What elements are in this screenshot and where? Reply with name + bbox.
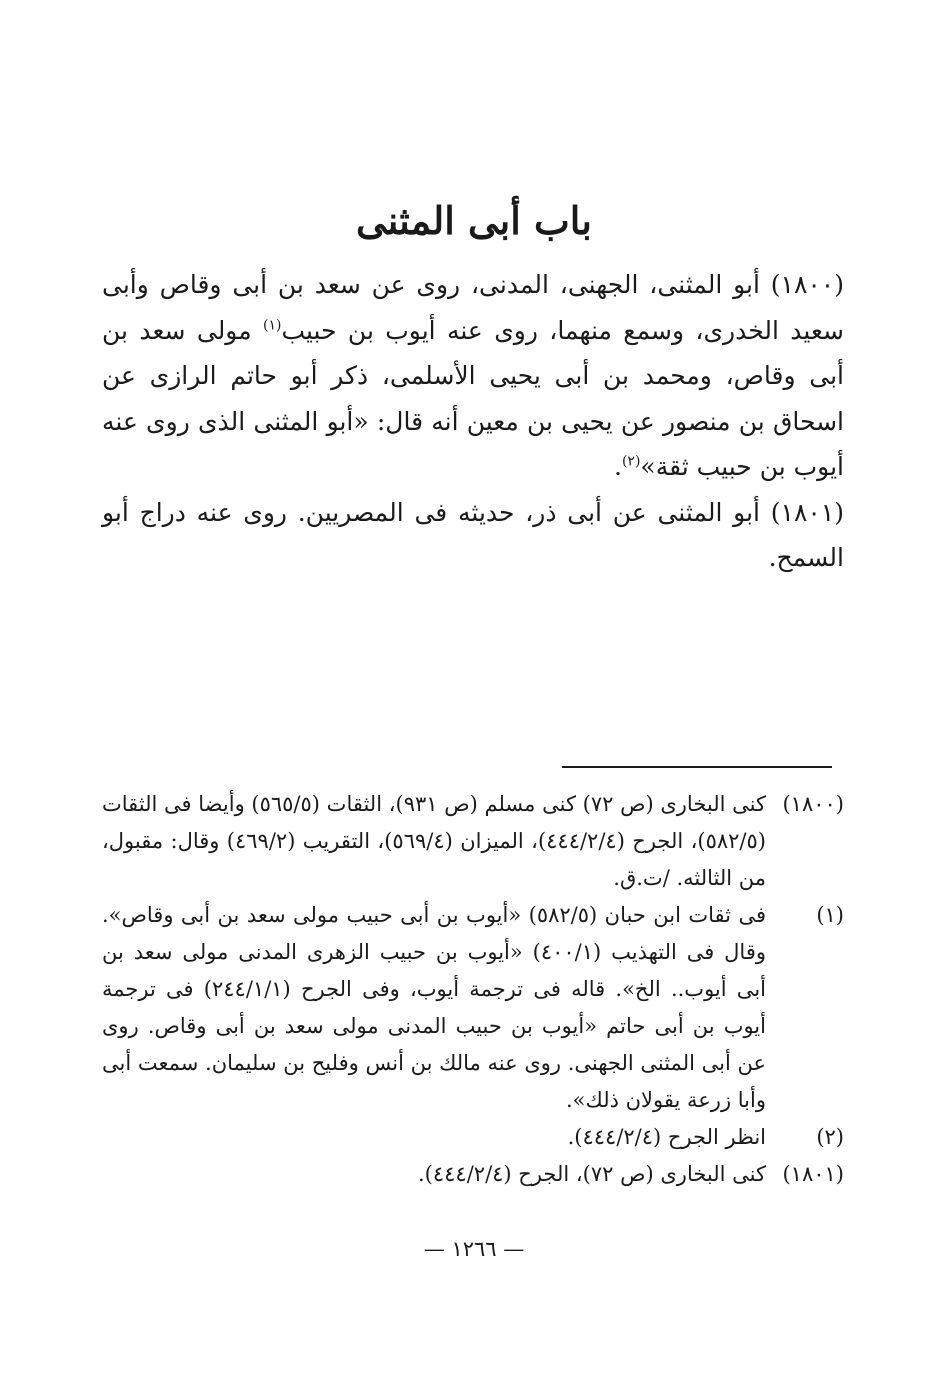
- footnote-2: [102, 1119, 844, 1156]
- footnote-label: (١٨٠٠): [782, 792, 844, 816]
- footnote-text: كنى البخارى (ص ٧٢) كنى مسلم (ص ٩٣١)، الثقات (٥٦٥/٥) وأيضا فى الثقات (٥٨٢/٥)، الجرح (٤٤٤/٢/٤)، الميزان (٥٦٩/٤)، التقريب (٤٦٩/٢) وقال: مقبول، من الثالثه. /ت.ق.: [102, 792, 766, 890]
- entry-1800: [102, 262, 844, 490]
- entry-text: .: [614, 452, 622, 481]
- footnote-ref-2[interactable]: (٢): [621, 453, 641, 470]
- footnote-1801: [102, 1156, 844, 1193]
- chapter-title: باب أبى المثنى: [356, 198, 592, 244]
- entry-text: مولى سعد بن أبى وقاص، ومحمد بن أبى يحيى الأسلمى، ذكر أبو حاتم الرازى عن اسحاق بن منصور عن يحيى بن معين أنه قال: «أبو المثنى الذى روى عنه أيوب بن حبيب ثقة»: [102, 315, 844, 481]
- entry-number: (١٨٠٠): [770, 270, 844, 299]
- entry-1801: [102, 490, 844, 581]
- main-text: [102, 262, 844, 581]
- footnotes-section: [102, 786, 844, 1193]
- footnote-text: انظر الجرح (٤٤٤/٢/٤).: [567, 1125, 766, 1149]
- footnote-label: (١٨٠١): [782, 1162, 844, 1186]
- page-number: — ١٢٦٦ —: [423, 1237, 525, 1261]
- footnote-divider: [562, 766, 832, 768]
- entry-text: أبو المثنى، الجهنى، المدنى، روى عن سعد بن أبى وقاص وأبى سعيد الخدرى، وسمع منهما، روى عنه أيوب بن حبيب: [102, 270, 844, 345]
- footnote-1: [102, 897, 844, 1119]
- entry-number: (١٨٠١): [770, 497, 844, 527]
- footnote-1800: [102, 786, 844, 897]
- footnote-label: (٢): [816, 1125, 844, 1149]
- entry-text: أبو المثنى عن أبى ذر، حديثه فى المصريين. روى عنه دراج أبو السمح.: [102, 497, 844, 572]
- footnote-label: (١): [816, 903, 844, 927]
- footnote-ref-1[interactable]: (١): [262, 317, 282, 334]
- footnote-text: كنى البخارى (ص ٧٢)، الجرح (٤٤٤/٢/٤).: [418, 1162, 766, 1186]
- footnote-text: فى ثقات ابن حبان (٥٨٢/٥) «أيوب بن أبى حبيب مولى سعد بن أبى وقاص». وقال فى التهذيب (٤٠٠/١) «أيوب بن حبيب الزهرى المدنى مولى سعد بن أبى أيوب.. الخ». قاله فى ترجمة أيوب، وفى الجرح (٢٤٤/١/١) فى ترجمة أيوب بن أبى حاتم «أيوب بن حبيب المدنى مولى سعد بن أبى وقاص. روى عن أبى المثنى الجهنى. روى عنه مالك بن أنس وفليح بن سليمان. سمعت أبى وأبا زرعة يقولان ذلك».: [102, 903, 766, 1112]
